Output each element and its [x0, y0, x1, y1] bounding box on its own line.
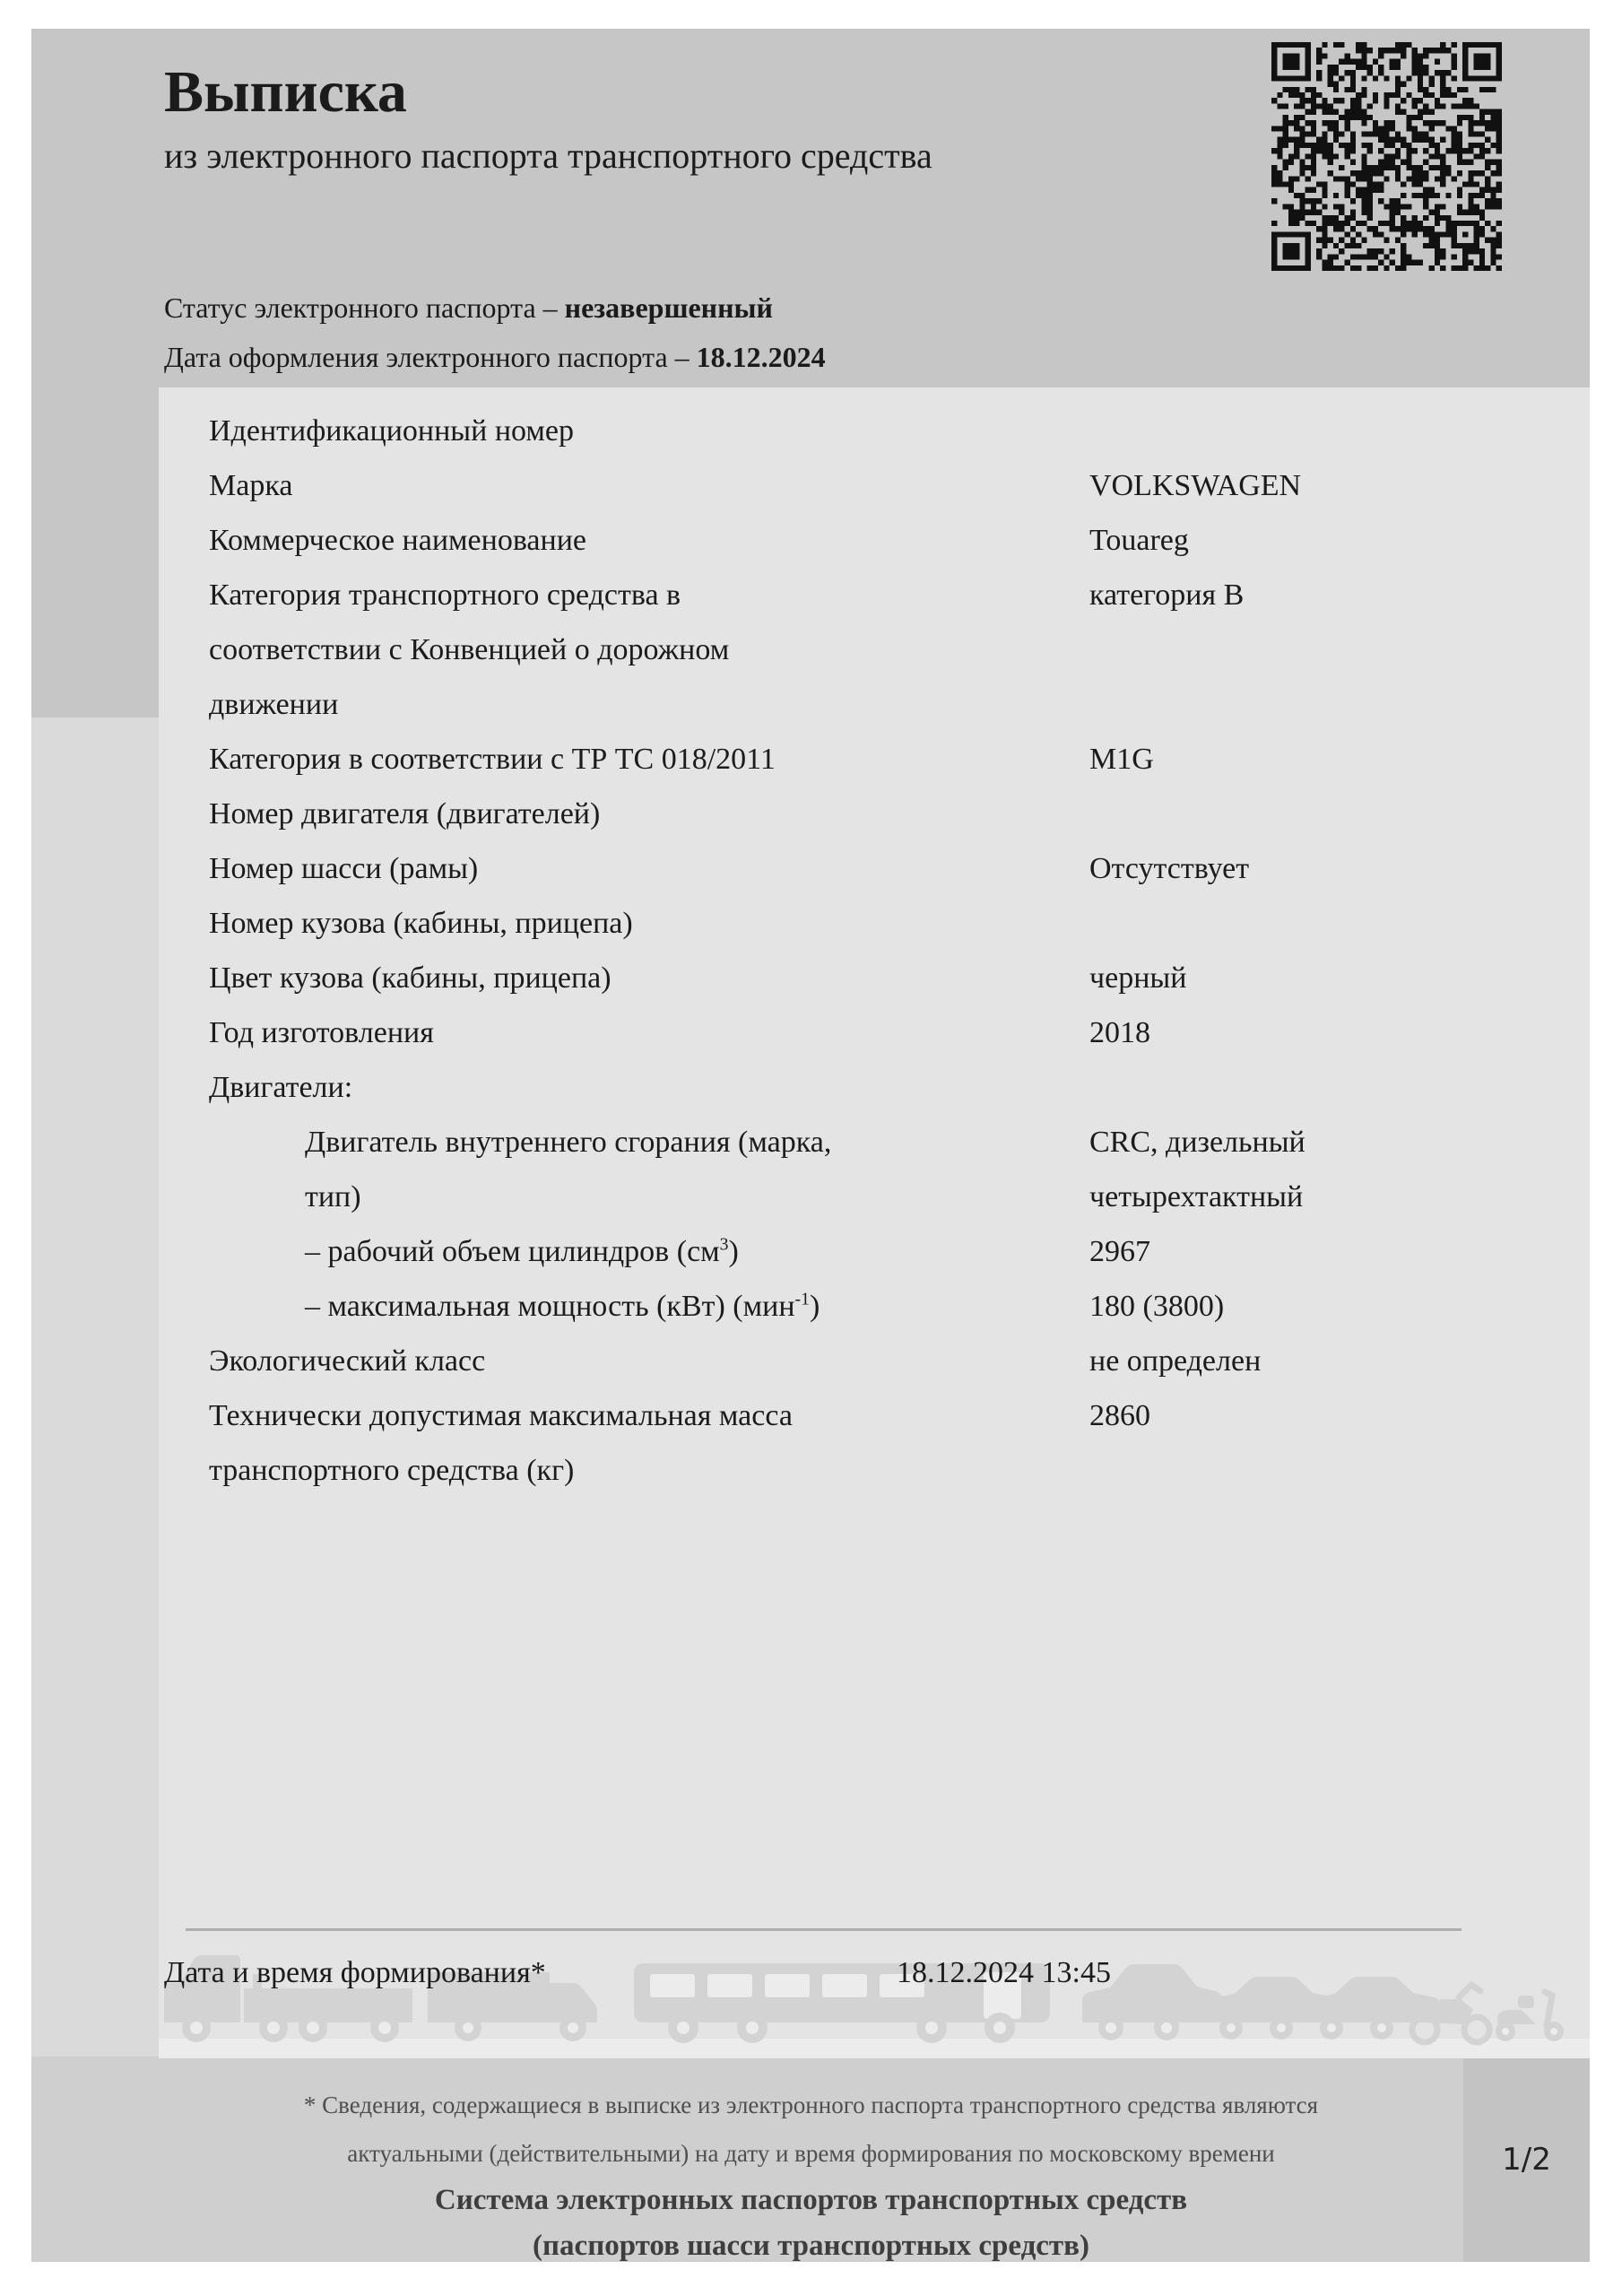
table-row [159, 951, 1590, 1005]
row-value: 2967 [1089, 1235, 1150, 1268]
row-label: – максимальная мощность (кВт) (мин$^{-1}$) [305, 1289, 820, 1323]
row-value: 180 (3800) [1089, 1290, 1225, 1323]
footer-note-line1: * Сведения, содержащиеся в выписке из электронного паспорта транспортного средства являются [303, 2092, 1319, 2118]
row-label: Двигатели: [209, 1071, 353, 1104]
table-row [159, 513, 1590, 568]
row-label: Идентификационный номер [209, 414, 574, 448]
table-row [159, 1388, 1590, 1498]
table-row [159, 1005, 1590, 1060]
table-row [159, 1115, 1590, 1224]
system-name [159, 2178, 1463, 2269]
row-label: Двигатель внутреннего сгорания (марка, тип) [305, 1126, 832, 1213]
row-value: категория В [1089, 578, 1245, 612]
row-label: Технически допустимая максимальная масса транспортного средства (кг) [209, 1399, 793, 1487]
document-title: Выписка [164, 59, 407, 125]
row-label: Марка [209, 469, 293, 502]
issue-date-label: Дата оформления электронного паспорта – [164, 341, 697, 373]
table-row [159, 568, 1590, 732]
footer-note-line2: актуальными (действительными) на дату и время формирования по московскому времени [347, 2140, 1275, 2167]
table-row [159, 404, 1590, 458]
left-band [31, 718, 159, 2057]
table-row [159, 896, 1590, 951]
table-row [159, 732, 1590, 787]
row-label-superscript: 3 [719, 1234, 729, 1255]
document-subtitle: из электронного паспорта транспортного средства [164, 135, 932, 176]
sedan-icon [1303, 1977, 1441, 2039]
status-value: незавершенный [564, 291, 773, 324]
row-label: Номер двигателя (двигателей) [209, 797, 601, 831]
table-row [159, 1224, 1590, 1279]
row-value: 2860 [1089, 1399, 1150, 1432]
issue-date-value: 18.12.2024 [696, 341, 826, 373]
row-label: Год изготовления [209, 1016, 434, 1049]
vehicles-watermark-icon [159, 1933, 1590, 2058]
qr-code [1271, 42, 1502, 271]
road-strip [159, 2039, 1590, 2058]
table-row [159, 458, 1590, 513]
row-label: Экологический класс [209, 1344, 486, 1378]
row-label: Коммерческое наименование [209, 524, 586, 557]
table-row [159, 1279, 1590, 1334]
row-value: черный [1089, 961, 1187, 995]
vehicle-data-table [159, 387, 1590, 1498]
footer-note [159, 2081, 1463, 2178]
system-name-line2: (паспортов шасси транспортных средств) [533, 2230, 1089, 2262]
row-value: Отсутствует [1089, 852, 1250, 885]
scooter-icon [1496, 1992, 1564, 2041]
row-label: Категория транспортного средства в соответствии с Конвенцией о дорожном движении [209, 578, 730, 721]
row-value: M1G [1089, 743, 1154, 776]
row-label: Цвет кузова (кабины, прицепа) [209, 961, 612, 995]
system-name-line1: Система электронных паспортов транспортных средств [434, 2184, 1188, 2216]
status-label: Статус электронного паспорта – [164, 291, 565, 324]
row-label: – рабочий объем цилиндров $(см^3)$ [305, 1234, 739, 1268]
row-label: Номер шасси (рамы) [209, 852, 479, 885]
issue-date-line [164, 340, 826, 374]
row-label-superscript: -1 [794, 1289, 810, 1309]
generation-date-value: 18.12.2024 13:45 [897, 1956, 1111, 1989]
page-number: 1/2 [1502, 2141, 1551, 2178]
table-row [159, 787, 1590, 841]
row-value: Touareg [1089, 524, 1189, 557]
row-value: VOLKSWAGEN [1089, 469, 1302, 502]
table-row [159, 841, 1590, 896]
divider-line [186, 1928, 1462, 1931]
table-row [159, 1060, 1590, 1115]
row-value: CRC, дизельный четырехтактный [1089, 1126, 1305, 1213]
row-label: Категория в соответствии с ТР ТС 018/2011 [209, 743, 776, 776]
row-label: Номер кузова (кабины, прицепа) [209, 907, 633, 940]
table-row [159, 1334, 1590, 1388]
row-value: не определен [1089, 1344, 1262, 1378]
row-value: 2018 [1089, 1016, 1150, 1049]
qr-code-icon [1271, 42, 1502, 271]
status-line [164, 291, 773, 325]
generation-date-label: Дата и время формирования* [164, 1956, 546, 1989]
